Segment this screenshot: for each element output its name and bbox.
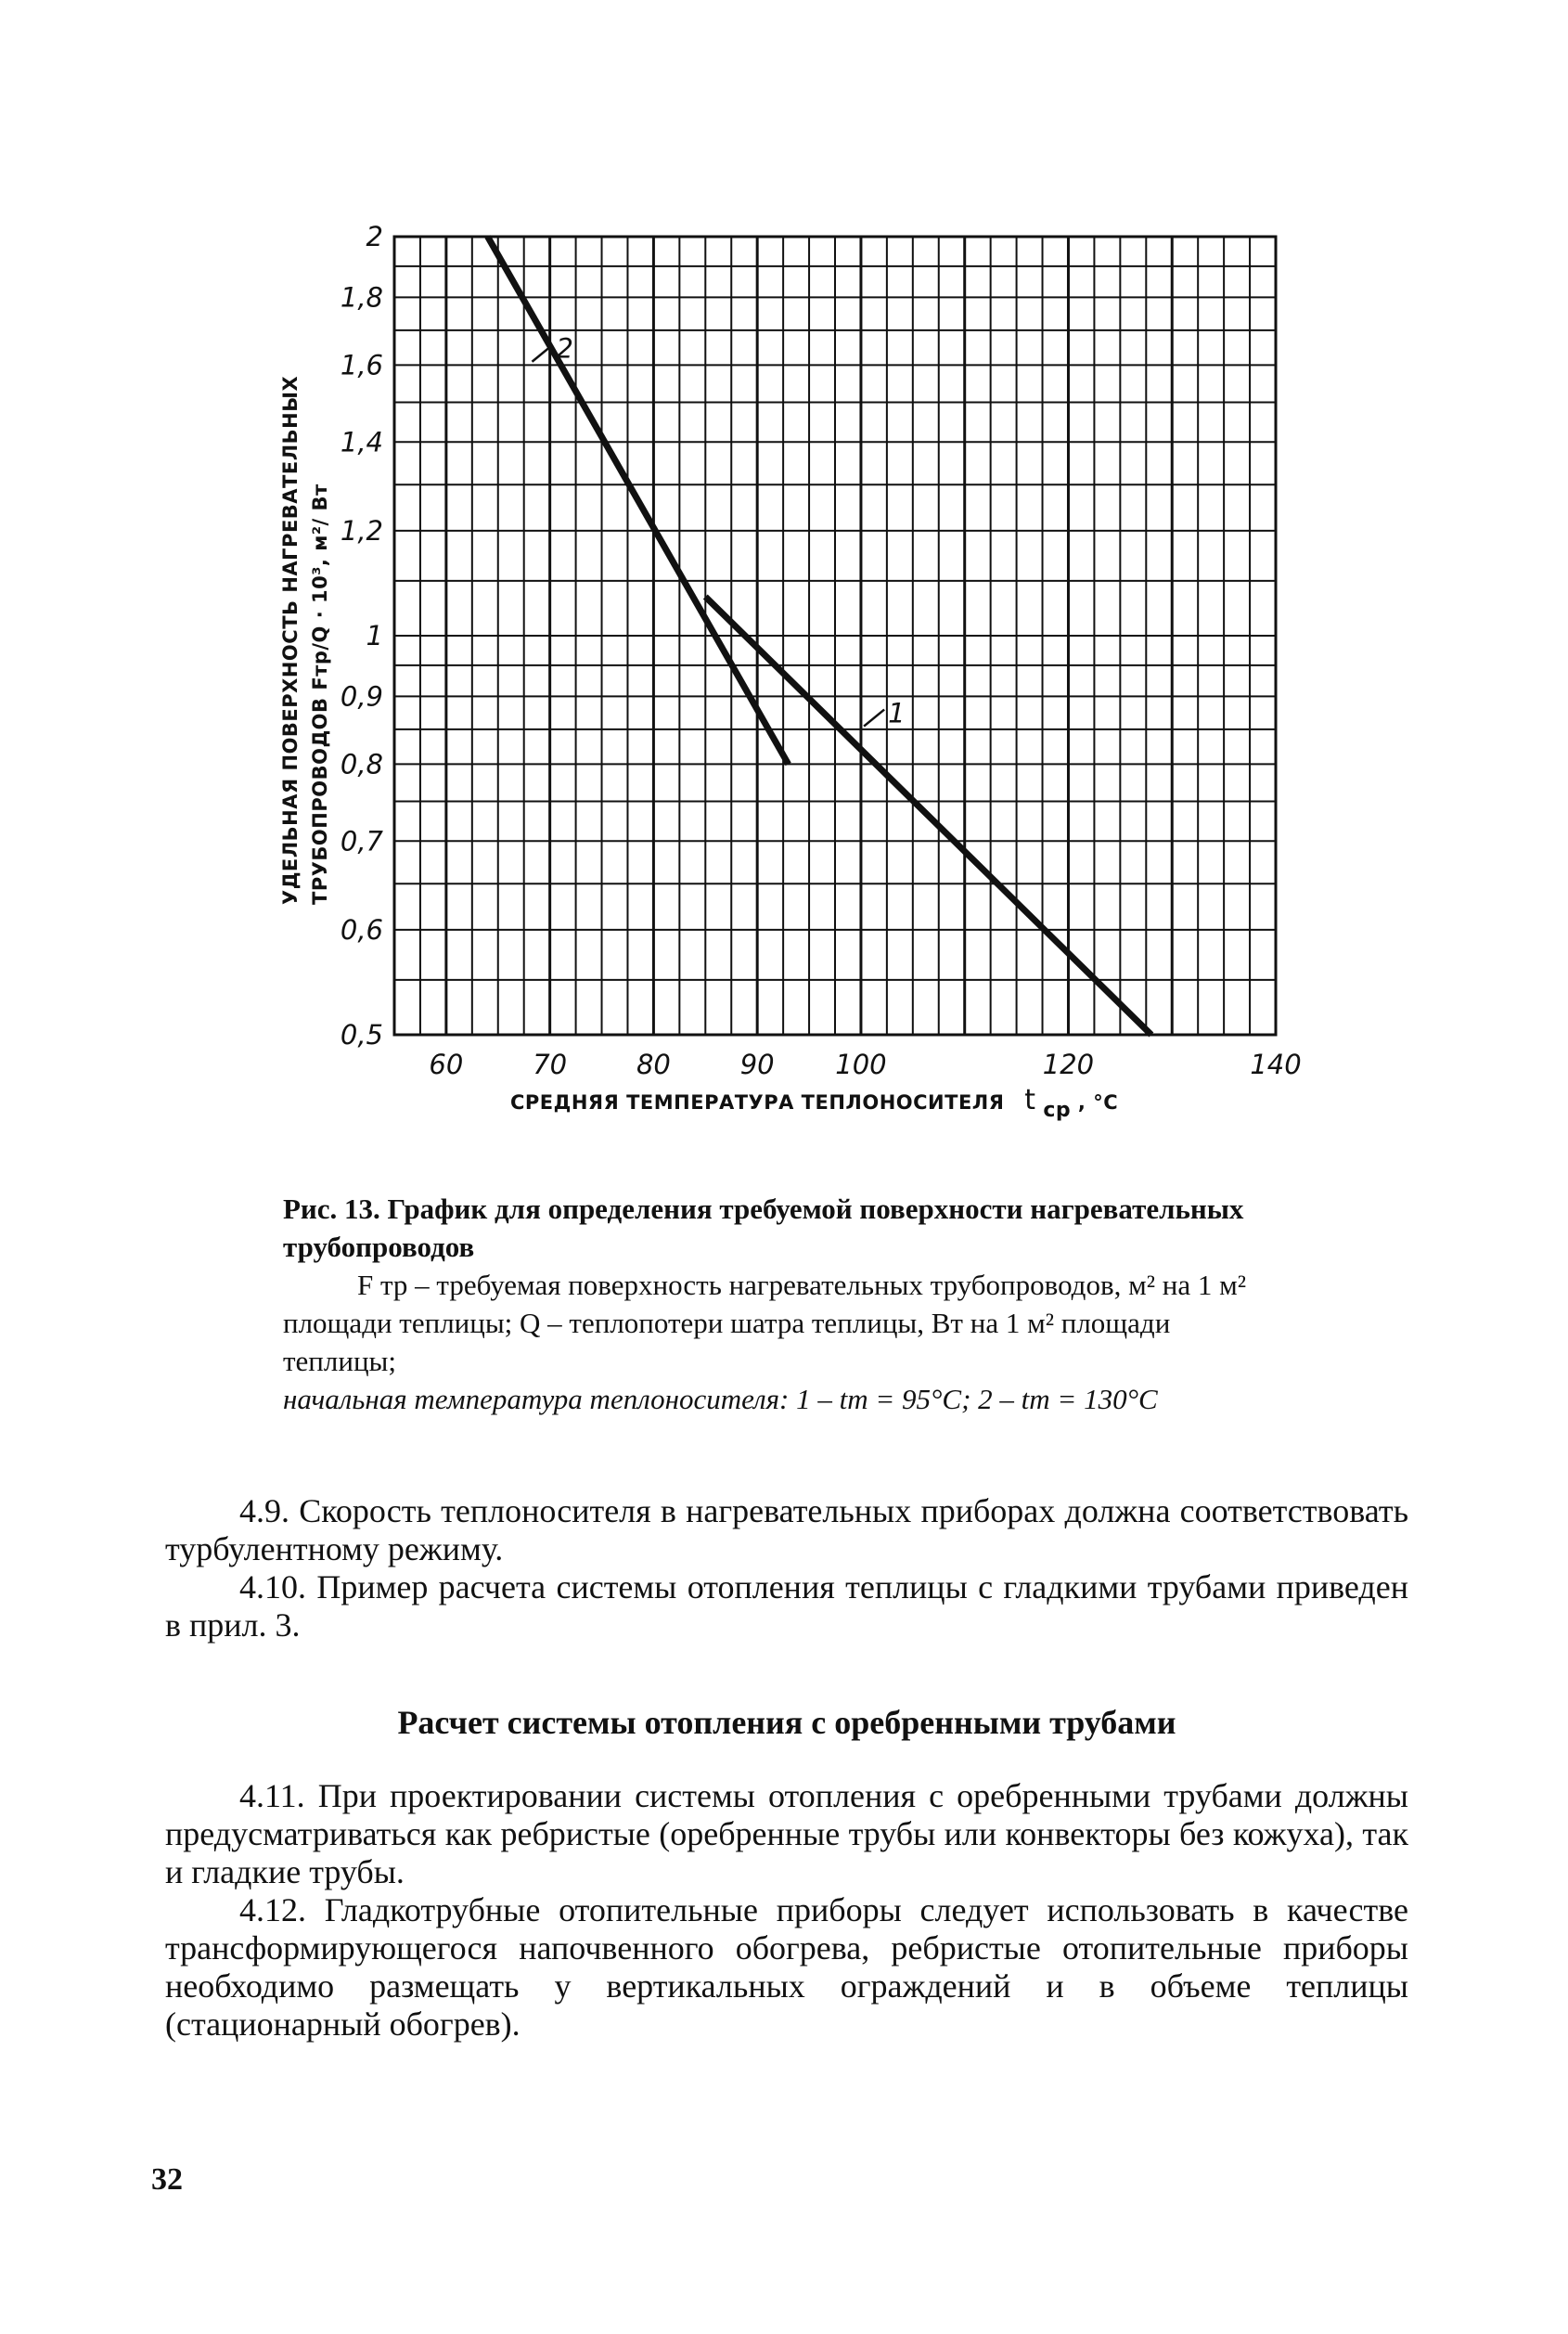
paragraph-block-1 <box>165 1492 1408 1644</box>
paragraph-4-9: 4.9. Скорость теплоносителя в нагревательных приборах должна соответствовать турбулентному режиму. <box>165 1492 1408 1567</box>
series-line-1 <box>705 597 1151 1035</box>
series-label-2: 2 <box>556 332 573 365</box>
chart-svg <box>260 209 1327 1146</box>
y-tick-label: 1,4 <box>340 426 383 458</box>
x-tick-label: 140 <box>1250 1049 1302 1080</box>
x-tick-label: 60 <box>429 1049 464 1080</box>
x-axis-symbol-sub: ср <box>1043 1099 1072 1122</box>
figure-caption <box>283 1190 1285 1418</box>
y-tick-label: 1,6 <box>340 349 383 381</box>
section-heading: Расчет системы отопления с оребренными трубами <box>397 1704 1176 1741</box>
y-tick-label: 1 <box>366 620 383 651</box>
y-tick-label: 0,9 <box>340 680 383 713</box>
chart-ticks <box>341 221 1302 1080</box>
paragraph-block-2 <box>165 1777 1408 2044</box>
y-tick-label: 0,6 <box>340 913 383 946</box>
x-axis-label-text: СРЕДНЯЯ ТЕМПЕРАТУРА ТЕПЛОНОСИТЕЛЯ <box>510 1091 1005 1114</box>
y-tick-label: 1,2 <box>340 514 383 547</box>
y-tick-label: 1,8 <box>340 281 383 314</box>
y-tick-label: 0,5 <box>340 1019 383 1051</box>
y-tick-label: 0,8 <box>340 748 383 780</box>
y-axis-label-line2: ТРУБОПРОВОДОВ Fтр/Q · 10³, м²/ Вт <box>309 484 331 905</box>
chart-figure <box>260 209 1327 1146</box>
y-tick-label: 2 <box>366 221 383 252</box>
caption-legend-1: F тр – требуемая поверхность нагревательных трубопроводов, м² на 1 м² площади теплицы; Q – теплопотери шатра теплицы, Вт на 1 м² площади теплицы; <box>283 1269 1247 1377</box>
page-number: 32 <box>151 2162 183 2197</box>
y-tick-label: 0,7 <box>340 825 383 858</box>
x-axis-symbol: t <box>1024 1084 1036 1116</box>
paragraph-4-11: 4.11. При проектировании системы отопления с оребренными трубами должны предусматриваться как ребристые (оребренные трубы или конвекторы без кожуха), так и гладкие трубы. <box>165 1777 1408 1890</box>
series-line-2 <box>488 237 789 764</box>
x-tick-label: 100 <box>835 1049 887 1080</box>
chart-grid <box>394 237 1276 1035</box>
x-tick-label: 90 <box>739 1049 775 1080</box>
caption-legend-2: начальная температура теплоносителя: 1 – tт = 95°С; 2 – tт = 130°С <box>283 1383 1158 1415</box>
y-axis-label-line1: УДЕЛЬНАЯ ПОВЕРХНОСТЬ НАГРЕВАТЕЛЬНЫХ <box>279 375 302 905</box>
x-axis-label <box>510 1084 1118 1122</box>
x-tick-label: 120 <box>1042 1049 1095 1080</box>
caption-title: Рис. 13. График для определения требуемой поверхности нагревательных трубопроводов <box>283 1193 1244 1263</box>
paragraph-4-12: 4.12. Гладкотрубные отопительные приборы следует использовать в качестве трансформирующегося напочвенного обогрева, ребристые отопительные приборы необходимо размещать у вертикальных ограждений и в объеме теплицы (стационарный обогрев). <box>165 1891 1408 2043</box>
x-axis-unit: , °С <box>1077 1091 1119 1114</box>
series-leader-1 <box>864 710 884 727</box>
x-tick-label: 70 <box>533 1049 568 1080</box>
x-tick-label: 80 <box>636 1049 671 1080</box>
series-label-1: 1 <box>888 697 906 729</box>
paragraph-4-10: 4.10. Пример расчета системы отопления теплицы с гладкими трубами приведен в прил. 3. <box>165 1568 1408 1644</box>
